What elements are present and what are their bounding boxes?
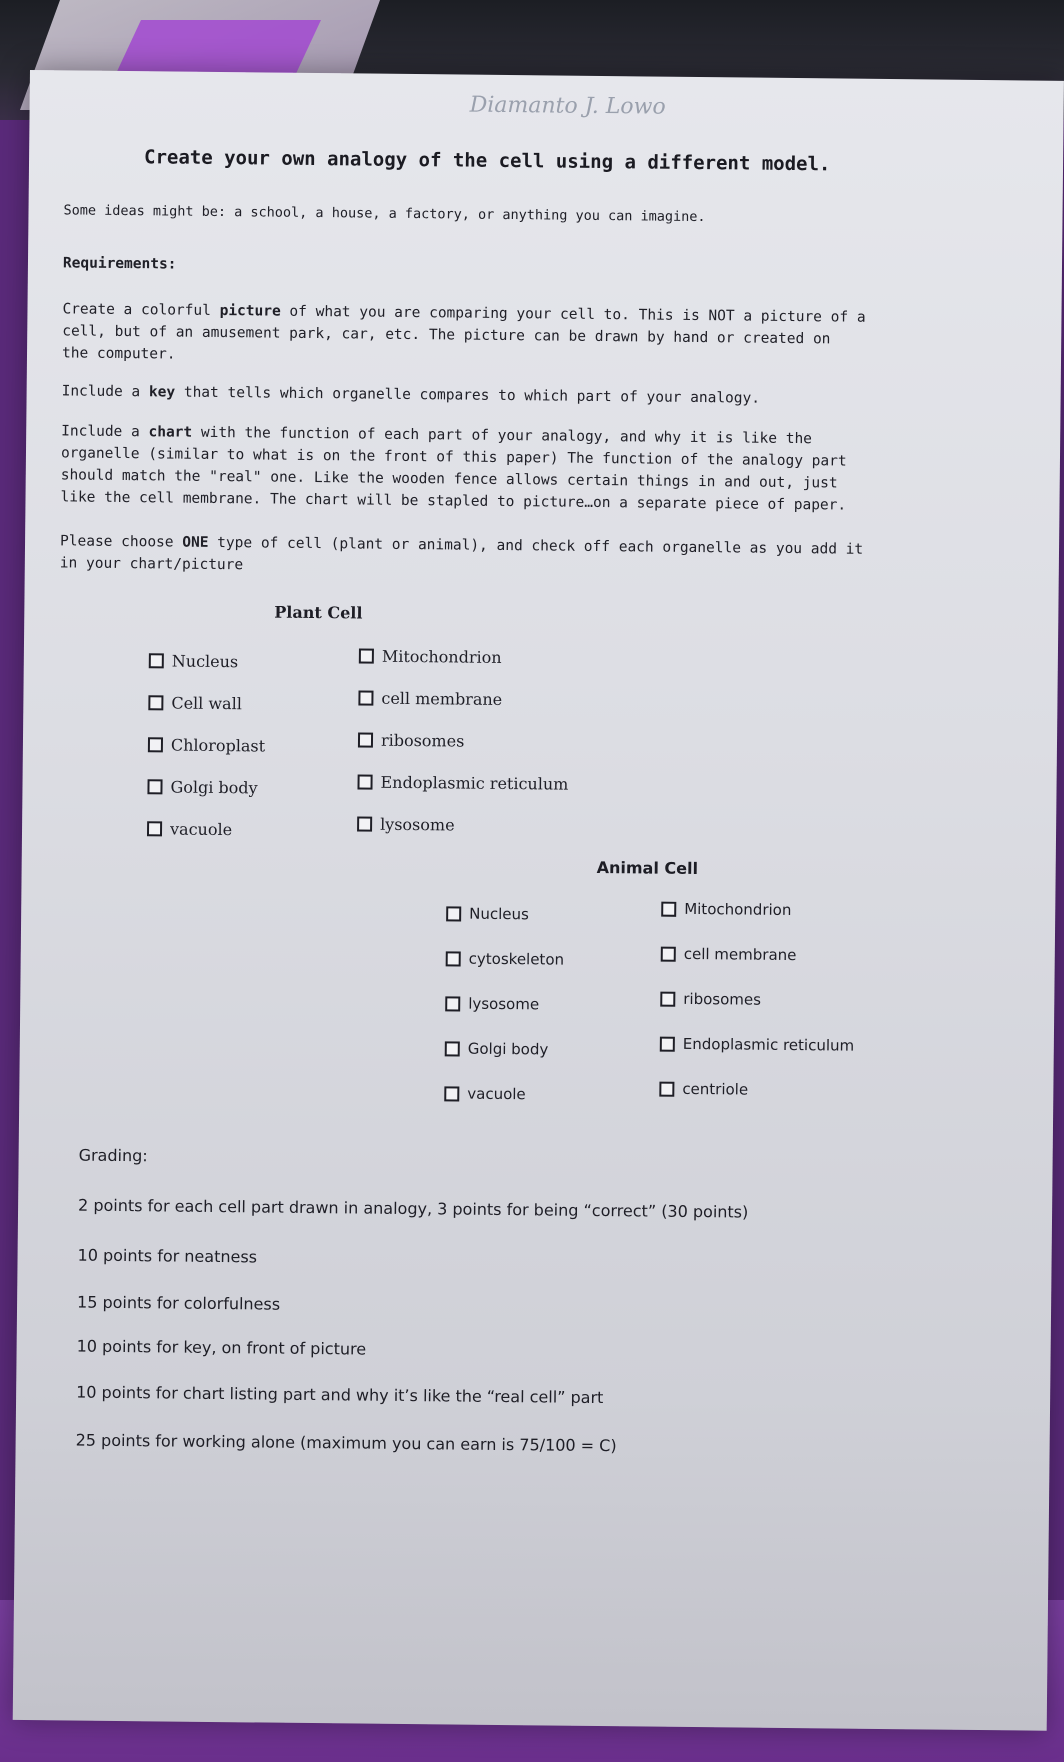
checkbox-icon[interactable] bbox=[358, 690, 373, 705]
plant-checkbox-chloroplast[interactable]: Chloroplast bbox=[148, 735, 265, 755]
animal-checkbox-cytoskeleton[interactable]: cytoskeleton bbox=[446, 949, 565, 968]
plant-checkbox-lysosome[interactable]: lysosome bbox=[357, 814, 455, 834]
animal-checkbox-mitochondrion[interactable]: Mitochondrion bbox=[661, 900, 791, 919]
worksheet-page bbox=[13, 70, 1064, 1731]
checkbox-icon[interactable] bbox=[445, 1041, 460, 1056]
animal-cell-heading: Animal Cell bbox=[596, 857, 699, 879]
checkbox-icon[interactable] bbox=[444, 1086, 459, 1101]
checkbox-icon[interactable] bbox=[446, 906, 461, 921]
checkbox-icon[interactable] bbox=[358, 732, 373, 747]
animal-checkbox-golgi-body[interactable]: Golgi body bbox=[445, 1039, 549, 1058]
checkbox-icon[interactable] bbox=[148, 695, 163, 710]
grading-line: 10 points for key, on front of picture bbox=[76, 1336, 367, 1359]
plant-checkbox-ribosomes[interactable]: ribosomes bbox=[358, 730, 465, 750]
animal-checkbox-vacuole[interactable]: vacuole bbox=[444, 1084, 526, 1103]
key-requirement: Include a key that tells which organelle compares to which part of your analogy. bbox=[61, 383, 761, 407]
chart-requirement-line3: should match the "real" one. Like the wooden fence allows certain things in and out, just bbox=[60, 467, 838, 492]
animal-checkbox-ribosomes[interactable]: ribosomes bbox=[660, 990, 761, 1009]
checkbox-icon[interactable] bbox=[147, 779, 162, 794]
checkbox-icon[interactable] bbox=[660, 991, 675, 1006]
plant-checkbox-cell-membrane[interactable]: cell membrane bbox=[358, 688, 502, 709]
checkbox-icon[interactable] bbox=[148, 737, 163, 752]
chart-requirement-line2: organelle (similar to what is on the front of this paper) The function of the analogy part bbox=[60, 445, 847, 470]
choose-line2: in your chart/picture bbox=[59, 555, 244, 574]
picture-requirement-line3: the computer. bbox=[61, 345, 176, 363]
checkbox-icon[interactable] bbox=[149, 653, 164, 668]
checkbox-icon[interactable] bbox=[147, 821, 162, 836]
animal-checkbox-nucleus[interactable]: Nucleus bbox=[446, 904, 529, 923]
animal-checkbox-cell-membrane[interactable]: cell membrane bbox=[661, 945, 797, 964]
requirements-heading: Requirements: bbox=[62, 255, 177, 273]
grading-line: 25 points for working alone (maximum you can earn is 75/100 = C) bbox=[75, 1430, 617, 1456]
chart-requirement-line1: Include a chart with the function of each part of your analogy, and why it is like the bbox=[61, 423, 813, 448]
choose-line1: Please choose ONE type of cell (plant or animal), and check off each organelle as you add it bbox=[59, 533, 864, 558]
plant-cell-heading: Plant Cell bbox=[274, 602, 363, 623]
checkbox-icon[interactable] bbox=[446, 951, 461, 966]
plant-checkbox-golgi-body[interactable]: Golgi body bbox=[147, 777, 257, 797]
checkbox-icon[interactable] bbox=[359, 648, 374, 663]
chart-requirement-line4: like the cell membrane. The chart will be stapled to picture…on a separate piece of paper. bbox=[60, 489, 847, 514]
grading-line: 2 points for each cell part drawn in analogy, 3 points for being “correct” (30 points) bbox=[78, 1195, 749, 1222]
handwritten-name: Diamanto J. Lowo bbox=[469, 92, 666, 120]
picture-requirement-line1: Create a colorful picture of what you are comparing your cell to. This is NOT a picture of a bbox=[62, 301, 866, 326]
checkbox-icon[interactable] bbox=[357, 774, 372, 789]
plant-checkbox-endoplasmic-reticulum[interactable]: Endoplasmic reticulum bbox=[357, 772, 568, 793]
plant-checkbox-mitochondrion[interactable]: Mitochondrion bbox=[359, 646, 502, 666]
plant-checkbox-nucleus[interactable]: Nucleus bbox=[149, 651, 239, 671]
picture-requirement-line2: cell, but of an amusement park, car, etc. The picture can be drawn by hand or created on bbox=[62, 323, 831, 348]
checkbox-icon[interactable] bbox=[445, 996, 460, 1011]
checkbox-icon[interactable] bbox=[661, 901, 676, 916]
checkbox-icon[interactable] bbox=[660, 1036, 675, 1051]
plant-checkbox-vacuole[interactable]: vacuole bbox=[147, 819, 232, 839]
checkbox-icon[interactable] bbox=[357, 816, 372, 831]
grading-heading: Grading: bbox=[78, 1145, 148, 1166]
animal-checkbox-lysosome[interactable]: lysosome bbox=[445, 994, 539, 1013]
grading-line: 10 points for neatness bbox=[77, 1245, 258, 1267]
animal-checkbox-endoplasmic-reticulum[interactable]: Endoplasmic reticulum bbox=[660, 1035, 855, 1055]
grading-line: 10 points for chart listing part and why it’s like the “real cell” part bbox=[76, 1382, 604, 1408]
plant-checkbox-cell-wall[interactable]: Cell wall bbox=[148, 693, 242, 713]
grading-line: 15 points for colorfulness bbox=[77, 1292, 281, 1314]
checkbox-icon[interactable] bbox=[659, 1081, 674, 1096]
worksheet-title: Create your own analogy of the cell using a different model. bbox=[143, 146, 831, 176]
animal-checkbox-centriole[interactable]: centriole bbox=[659, 1080, 748, 1099]
ideas-line: Some ideas might be: a school, a house, a factory, or anything you can imagine. bbox=[63, 202, 706, 226]
checkbox-icon[interactable] bbox=[661, 946, 676, 961]
